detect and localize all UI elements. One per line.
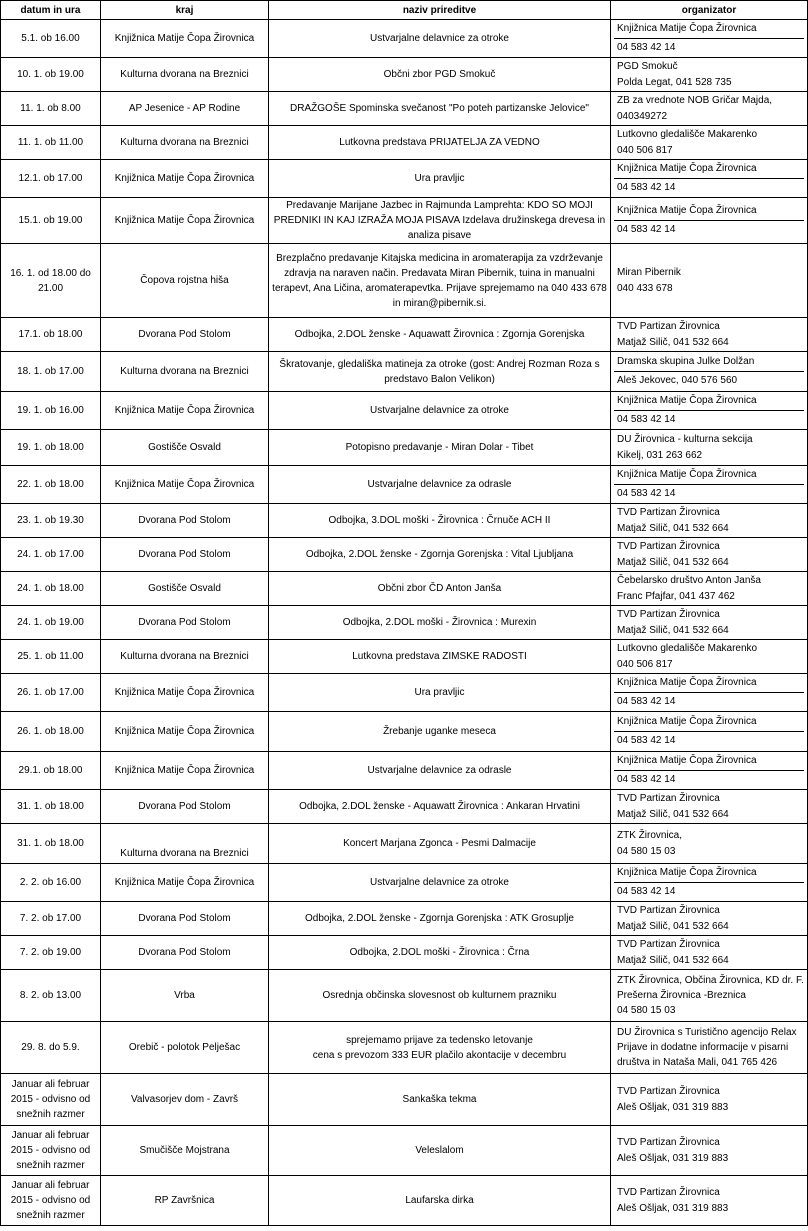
organizer-name: TVD Partizan Žirovnica <box>617 608 720 620</box>
table-row <box>1 538 808 572</box>
event-organizer <box>611 606 808 640</box>
header-place: kraj <box>101 1 269 20</box>
event-name: Škratovanje, gledališka matineja za otroke (gost: Andrej Rozman Roza s predstavo Balon Velikon) <box>269 352 611 392</box>
event-place: Knjižnica Matije Čopa Žirovnica <box>101 864 269 902</box>
organizer-contact: Matjaž Silič, 041 532 664 <box>617 624 729 636</box>
organizer-name: Knjižnica Matije Čopa Žirovnica <box>614 20 804 39</box>
event-organizer <box>611 752 808 790</box>
event-place: Dvorana Pod Stolom <box>101 538 269 572</box>
organizer-contact: Aleš Ošljak, 031 319 883 <box>617 1101 729 1113</box>
event-organizer <box>611 352 808 392</box>
event-name: Lutkovna predstava ZIMSKE RADOSTI <box>269 640 611 674</box>
table-row <box>1 752 808 790</box>
organizer-name: ZTK Žirovnica, <box>617 829 683 841</box>
organizer-contact: 040349272 <box>617 110 668 122</box>
table-row <box>1 606 808 640</box>
event-date: 26. 1. ob 17.00 <box>1 674 101 712</box>
event-date: 2. 2. ob 16.00 <box>1 864 101 902</box>
event-name: Veleslalom <box>269 1126 611 1176</box>
table-row <box>1 1126 808 1176</box>
event-place: Dvorana Pod Stolom <box>101 318 269 352</box>
event-date: 25. 1. ob 11.00 <box>1 640 101 674</box>
event-place: Knjižnica Matije Čopa Žirovnica <box>101 198 269 244</box>
table-row <box>1 318 808 352</box>
organizer-name: Lutkovno gledališče Makarenko <box>617 128 758 140</box>
table-row <box>1 198 808 244</box>
event-name: Brezplačno predavanje Kitajska medicina in aromaterapija za vzdrževanje zdravja na naraven način. Predavata Miran Pibernik, tuina in manualni terapevt, Ana Ličina, aromaterapevtka. Prijave sprejemamo na 040 433 678 in miran@pibernik.si. <box>269 244 611 318</box>
event-name: DRAŽGOŠE Spominska svečanost "Po poteh partizanske Jelovice" <box>269 92 611 126</box>
organizer-contact: 040 506 817 <box>617 658 673 670</box>
organizer-contact: 04 583 42 14 <box>617 774 676 785</box>
event-date: Januar ali februar 2015 - odvisno od snežnih razmer <box>1 1074 101 1126</box>
event-date: 24. 1. ob 17.00 <box>1 538 101 572</box>
event-organizer <box>611 430 808 466</box>
event-place: Dvorana Pod Stolom <box>101 504 269 538</box>
event-organizer <box>611 712 808 752</box>
event-date: 31. 1. ob 18.00 <box>1 824 101 864</box>
event-organizer <box>611 58 808 92</box>
event-date: 26. 1. ob 18.00 <box>1 712 101 752</box>
organizer-contact: 04 580 15 03 <box>617 845 676 857</box>
organizer-contact: 04 583 42 14 <box>617 488 676 499</box>
event-organizer <box>611 538 808 572</box>
event-organizer <box>611 392 808 430</box>
table-row <box>1 392 808 430</box>
table-row <box>1 430 808 466</box>
organizer-name: TVD Partizan Žirovnica <box>617 904 720 916</box>
event-place: Dvorana Pod Stolom <box>101 902 269 936</box>
event-place: Dvorana Pod Stolom <box>101 790 269 824</box>
event-name: Ura pravljic <box>269 674 611 712</box>
event-date: 7. 2. ob 19.00 <box>1 936 101 970</box>
organizer-contact: 04 583 42 14 <box>617 42 676 53</box>
organizer-contact: Franc Pfajfar, 041 437 462 <box>617 590 735 602</box>
organizer-contact: Aleš Ošljak, 031 319 883 <box>617 1202 729 1214</box>
event-place: Valvasorjev dom - Završ <box>101 1074 269 1126</box>
table-row <box>1 674 808 712</box>
organizer-contact: Aleš Ošljak, 031 319 883 <box>617 1152 729 1164</box>
event-organizer <box>611 1126 808 1176</box>
event-name: Ustvarjalne delavnice za otroke <box>269 392 611 430</box>
event-name: Odbojka, 2.DOL moški - Žirovnica : Murexin <box>269 606 611 640</box>
event-date: 19. 1. ob 18.00 <box>1 430 101 466</box>
table-row <box>1 936 808 970</box>
table-row <box>1 126 808 160</box>
organizer-name: Knjižnica Matije Čopa Žirovnica <box>614 713 804 732</box>
organizer-contact: 04 583 42 14 <box>617 182 676 193</box>
organizer-name: TVD Partizan Žirovnica <box>617 320 720 332</box>
table-row <box>1 824 808 864</box>
table-row <box>1 640 808 674</box>
table-row <box>1 92 808 126</box>
event-place: Orebič - polotok Pelješac <box>101 1022 269 1074</box>
event-date: 18. 1. ob 17.00 <box>1 352 101 392</box>
event-place: Kulturna dvorana na Breznici <box>101 126 269 160</box>
event-name: Laufarska dirka <box>269 1176 611 1226</box>
event-name: Odbojka, 2.DOL moški - Žirovnica : Črna <box>269 936 611 970</box>
header-organizer: organizator <box>611 1 808 20</box>
table-row <box>1 466 808 504</box>
event-date: 8. 2. ob 13.00 <box>1 970 101 1022</box>
header-event: naziv prireditve <box>269 1 611 20</box>
event-name: Odbojka, 2.DOL ženske - Zgornja Gorenjska : ATK Grosuplje <box>269 902 611 936</box>
event-date: 15.1. ob 19.00 <box>1 198 101 244</box>
event-organizer <box>611 902 808 936</box>
table-row <box>1 790 808 824</box>
event-place: Kulturna dvorana na Breznici <box>101 58 269 92</box>
event-organizer <box>611 244 808 318</box>
organizer-name: Knjižnica Matije Čopa Žirovnica <box>614 392 804 411</box>
event-place: Knjižnica Matije Čopa Žirovnica <box>101 466 269 504</box>
event-name: Osrednja občinska slovesnost ob kulturnem prazniku <box>269 970 611 1022</box>
organizer-name: Dramska skupina Julke Dolžan <box>614 353 804 372</box>
event-date: 5.1. ob 16.00 <box>1 20 101 58</box>
event-date: 11. 1. ob 8.00 <box>1 92 101 126</box>
event-name: Potopisno predavanje - Miran Dolar - Tibet <box>269 430 611 466</box>
event-place: Dvorana Pod Stolom <box>101 606 269 640</box>
event-date: Januar ali februar 2015 - odvisno od snežnih razmer <box>1 1176 101 1226</box>
organizer-contact: Aleš Jekovec, 040 576 560 <box>617 375 738 386</box>
event-place: Dvorana Pod Stolom <box>101 936 269 970</box>
event-date: 29. 8. do 5.9. <box>1 1022 101 1074</box>
event-date: Januar ali februar 2015 - odvisno od snežnih razmer <box>1 1126 101 1176</box>
organizer-name: DU Žirovnica - kulturna sekcija <box>617 433 753 445</box>
table-row <box>1 504 808 538</box>
organizer-name: Lutkovno gledališče Makarenko <box>617 642 758 654</box>
table-row <box>1 352 808 392</box>
table-row <box>1 58 808 92</box>
table-row <box>1 572 808 606</box>
event-organizer <box>611 92 808 126</box>
organizer-name: Knjižnica Matije Čopa Žirovnica <box>614 160 804 179</box>
event-organizer <box>611 790 808 824</box>
event-place: Kulturna dvorana na Breznici <box>101 640 269 674</box>
event-place: Smučišče Mojstrana <box>101 1126 269 1176</box>
event-place: Knjižnica Matije Čopa Žirovnica <box>101 674 269 712</box>
event-place: Vrba <box>101 970 269 1022</box>
event-organizer <box>611 674 808 712</box>
event-organizer <box>611 198 808 244</box>
event-name: Sankaška tekma <box>269 1074 611 1126</box>
organizer-name: PGD Smokuč <box>617 60 678 72</box>
table-row <box>1 712 808 752</box>
organizer-contact: Kikelj, 031 263 662 <box>617 449 703 461</box>
event-name: Žrebanje uganke meseca <box>269 712 611 752</box>
event-name: Odbojka, 3.DOL moški - Žirovnica : Črnuče ACH II <box>269 504 611 538</box>
event-organizer <box>611 466 808 504</box>
organizer-name: TVD Partizan Žirovnica <box>617 506 720 518</box>
event-date: 22. 1. ob 18.00 <box>1 466 101 504</box>
event-date: 16. 1. od 18.00 do 21.00 <box>1 244 101 318</box>
organizer-name: Knjižnica Matije Čopa Žirovnica <box>614 864 804 883</box>
organizer-contact: Matjaž Silič, 041 532 664 <box>617 954 729 966</box>
organizer-name: DU Žirovnica s Turistično agencijo Relax <box>617 1027 797 1038</box>
organizer-name: ZB za vrednote NOB Gričar Majda, <box>617 94 773 106</box>
organizer-name: ZTK Žirovnica, Občina Žirovnica, KD dr. F. <box>617 975 804 986</box>
table-row <box>1 1022 808 1074</box>
organizer-name: Knjižnica Matije Čopa Žirovnica <box>614 466 804 485</box>
event-name: Ura pravljic <box>269 160 611 198</box>
table-row <box>1 902 808 936</box>
event-organizer <box>611 640 808 674</box>
organizer-name: Čebelarsko društvo Anton Janša <box>617 574 761 586</box>
event-date: 31. 1. ob 18.00 <box>1 790 101 824</box>
event-name: Predavanje Marijane Jazbec in Rajmunda Lamprehta: KDO SO MOJI PREDNIKI IN KAJ IZRAŽA MOJA PISAVA Izdelava družinskega drevesa in analiza pisave <box>269 198 611 244</box>
event-place: Knjižnica Matije Čopa Žirovnica <box>101 20 269 58</box>
organizer-name: TVD Partizan Žirovnica <box>617 540 720 552</box>
organizer-contact: 04 583 42 14 <box>617 696 676 707</box>
event-date: 24. 1. ob 19.00 <box>1 606 101 640</box>
event-name: Občni zbor ČD Anton Janša <box>269 572 611 606</box>
organizer-contact: 04 583 42 14 <box>617 886 676 897</box>
event-name: Lutkovna predstava PRIJATELJA ZA VEDNO <box>269 126 611 160</box>
table-row <box>1 1074 808 1126</box>
event-place: Kulturna dvorana na Breznici <box>101 352 269 392</box>
organizer-contact: Matjaž Silič, 041 532 664 <box>617 920 729 932</box>
event-place: RP Završnica <box>101 1176 269 1226</box>
event-organizer <box>611 318 808 352</box>
table-row <box>1 244 808 318</box>
event-date: 7. 2. ob 17.00 <box>1 902 101 936</box>
table-row <box>1 864 808 902</box>
organizer-contact: Matjaž Silič, 041 532 664 <box>617 336 729 348</box>
organizer-name: Knjižnica Matije Čopa Žirovnica <box>614 752 804 771</box>
event-place: Knjižnica Matije Čopa Žirovnica <box>101 712 269 752</box>
event-organizer <box>611 824 808 864</box>
organizer-contact: 040 506 817 <box>617 144 673 156</box>
event-date: 12.1. ob 17.00 <box>1 160 101 198</box>
organizer-contact: 040 433 678 <box>617 282 673 294</box>
event-organizer <box>611 504 808 538</box>
organizer-contact: društva in Nataša Mali, 041 765 426 <box>617 1057 778 1068</box>
organizer-contact: Prijave in dodatne informacije v pisarni <box>617 1042 789 1053</box>
event-name: Občni zbor PGD Smokuč <box>269 58 611 92</box>
event-place: Knjižnica Matije Čopa Žirovnica <box>101 160 269 198</box>
event-date: 23. 1. ob 19.30 <box>1 504 101 538</box>
organizer-name: Knjižnica Matije Čopa Žirovnica <box>614 674 804 693</box>
event-name: sprejemamo prijave za tedensko letovanje cena s prevozom 333 EUR plačilo akontacije v decembru <box>269 1022 611 1074</box>
event-organizer <box>611 1176 808 1226</box>
event-name: Ustvarjalne delavnice za otroke <box>269 864 611 902</box>
event-date: 24. 1. ob 18.00 <box>1 572 101 606</box>
table-row <box>1 20 808 58</box>
event-name: Odbojka, 2.DOL ženske - Aquawatt Žirovnica : Zgornja Gorenjska <box>269 318 611 352</box>
event-name: Koncert Marjana Zgonca - Pesmi Dalmacije <box>269 824 611 864</box>
event-place: Čopova rojstna hiša <box>101 244 269 318</box>
event-name: Ustvarjalne delavnice za odrasle <box>269 752 611 790</box>
organizer-name: TVD Partizan Žirovnica <box>617 938 720 950</box>
table-row <box>1 160 808 198</box>
event-date: 11. 1. ob 11.00 <box>1 126 101 160</box>
organizer-name: TVD Partizan Žirovnica <box>617 1186 720 1198</box>
event-date: 19. 1. ob 16.00 <box>1 392 101 430</box>
organizer-contact: Matjaž Silič, 041 532 664 <box>617 808 729 820</box>
organizer-name: TVD Partizan Žirovnica <box>617 1085 720 1097</box>
organizer-name: Miran Pibernik <box>617 266 681 278</box>
header-date: datum in ura <box>1 1 101 20</box>
event-organizer <box>611 20 808 58</box>
organizer-contact: 04 580 15 03 <box>617 1005 676 1016</box>
event-place: Gostišče Osvald <box>101 572 269 606</box>
event-organizer <box>611 864 808 902</box>
organizer-name: Knjižnica Matije Čopa Žirovnica <box>614 202 804 221</box>
event-organizer <box>611 1074 808 1126</box>
event-date: 29.1. ob 18.00 <box>1 752 101 790</box>
organizer-name: TVD Partizan Žirovnica <box>617 1136 720 1148</box>
event-organizer <box>611 126 808 160</box>
event-organizer <box>611 572 808 606</box>
event-name: Odbojka, 2.DOL ženske - Aquawatt Žirovnica : Ankaran Hrvatini <box>269 790 611 824</box>
organizer-contact: Matjaž Silič, 041 532 664 <box>617 556 729 568</box>
event-organizer <box>611 936 808 970</box>
organizer-contact: Matjaž Silič, 041 532 664 <box>617 522 729 534</box>
event-organizer <box>611 160 808 198</box>
organizer-contact: 04 583 42 14 <box>617 224 676 235</box>
event-name: Ustvarjalne delavnice za otroke <box>269 20 611 58</box>
organizer-name: TVD Partizan Žirovnica <box>617 792 720 804</box>
event-date: 17.1. ob 18.00 <box>1 318 101 352</box>
event-place: AP Jesenice - AP Rodine <box>101 92 269 126</box>
event-place: Knjižnica Matije Čopa Žirovnica <box>101 392 269 430</box>
event-place: Knjižnica Matije Čopa Žirovnica <box>101 752 269 790</box>
table-row <box>1 1176 808 1226</box>
event-name: Odbojka, 2.DOL ženske - Zgornja Gorenjska : Vital Ljubljana <box>269 538 611 572</box>
event-organizer <box>611 970 808 1022</box>
organizer-contact: 04 583 42 14 <box>617 414 676 425</box>
header-row <box>1 1 808 20</box>
event-place: Kulturna dvorana na Breznici <box>101 824 269 864</box>
organizer-contact: Polda Legat, 041 528 735 <box>617 76 732 88</box>
event-place: Gostišče Osvald <box>101 430 269 466</box>
organizer-contact: Prešerna Žirovnica -Breznica <box>617 990 746 1001</box>
event-date: 10. 1. ob 19.00 <box>1 58 101 92</box>
event-name: Ustvarjalne delavnice za odrasle <box>269 466 611 504</box>
event-organizer <box>611 1022 808 1074</box>
organizer-contact: 04 583 42 14 <box>617 735 676 746</box>
table-row <box>1 970 808 1022</box>
